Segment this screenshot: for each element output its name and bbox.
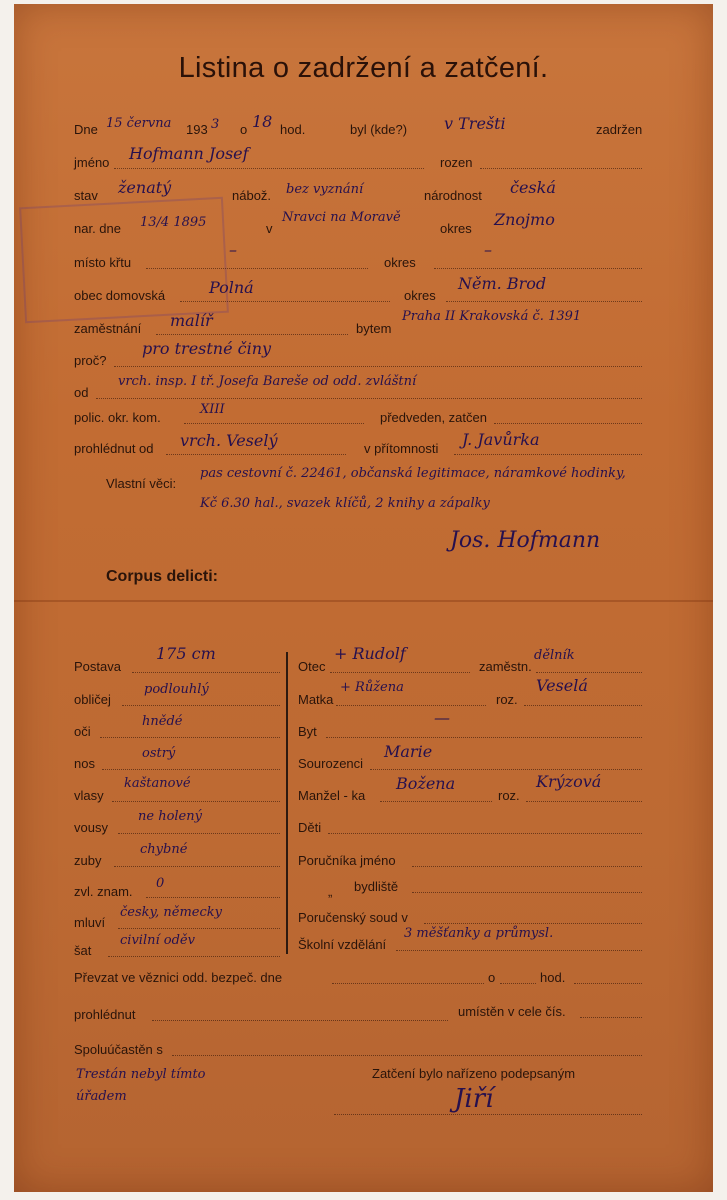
label-nar-okres: okres: [440, 221, 472, 236]
line-oblicej: [122, 705, 280, 706]
label-prohlednut-od: prohlédnut od: [74, 441, 154, 456]
hw-spoluucasten: Trestán nebyl tímto úřadem: [76, 1067, 206, 1104]
line-sourozenci: [370, 769, 642, 770]
line-porucensky: [424, 923, 642, 924]
label-hod: hod.: [280, 122, 306, 137]
line-oci: [100, 737, 280, 738]
label-porucnik: Poručníka jméno: [298, 853, 396, 868]
hw-year-digit: 3: [211, 117, 220, 132]
label-nos: nos: [74, 756, 95, 771]
label-obec: obec domovská: [74, 288, 166, 303]
hw-krtu-okres: –: [484, 240, 492, 259]
label-porucensky: Poručenský soud v: [298, 910, 408, 925]
hw-pritomnosti: J. Javůrka: [462, 430, 540, 449]
line-od: [96, 398, 642, 399]
label-umisten: umístěn v cele čís.: [458, 1004, 566, 1019]
hw-stav: ženatý: [118, 178, 172, 197]
label-prevzat-hod: hod.: [540, 970, 566, 985]
line-prevzat-hod: [574, 983, 642, 984]
label-obec-okres: okres: [404, 288, 436, 303]
hw-place: v Trešti: [444, 114, 506, 133]
line-predveden: [494, 423, 642, 424]
hw-name: Hofmann Josef: [129, 144, 249, 163]
label-oci: oči: [74, 724, 91, 739]
label-nar-dne: nar. dne: [74, 221, 121, 236]
hw-skolni: 3 měšťanky a průmysl.: [404, 926, 554, 941]
line-proc: [114, 366, 642, 367]
line-vousy: [118, 833, 280, 834]
fold-line: [14, 600, 713, 602]
hw-misto-krtu: –: [229, 240, 237, 259]
hw-oci: hnědé: [142, 714, 183, 729]
label-mluvi: mluví: [74, 915, 106, 930]
label-nar-v: v: [266, 221, 273, 236]
label-zuby: zuby: [74, 853, 102, 868]
hw-vlastni-veci-2: Kč 6.30 hal., svazek klíčů, 2 knihy a zápalky: [200, 496, 490, 511]
hw-bytem: Praha II Krakovská č. 1391: [402, 309, 582, 324]
label-zvl-znam: zvl. znam.: [74, 884, 133, 899]
hw-hour: 18: [252, 112, 273, 131]
label-byt: Byt: [298, 724, 317, 739]
label-manzel-roz: roz.: [498, 788, 520, 803]
label-jmeno: jméno: [74, 155, 110, 170]
label-oblicej: obličej: [74, 692, 111, 707]
column-divider: [286, 652, 288, 954]
label-pritomnosti: v přítomnosti: [364, 441, 439, 456]
line-nos: [102, 769, 280, 770]
label-bytem: bytem: [356, 321, 392, 336]
hw-postava: 175 cm: [156, 644, 216, 663]
line-jmeno: [114, 168, 424, 169]
label-od: od: [74, 385, 89, 400]
hw-narodnost: česká: [510, 178, 556, 197]
line-matka: [336, 705, 486, 706]
hw-vousy: ne holený: [138, 809, 202, 824]
label-o: o: [240, 122, 248, 137]
label-matka: Matka: [298, 692, 334, 707]
line-pritomnosti: [454, 454, 642, 455]
line-prohlednut: [152, 1020, 448, 1021]
label-misto-krtu: místo křtu: [74, 255, 132, 270]
label-vousy: vousy: [74, 820, 108, 835]
label-deti: Děti: [298, 820, 322, 835]
line-zamestnani: [156, 334, 348, 335]
hw-oblicej: podlouhlý: [144, 682, 209, 697]
label-zadrzen: zadržen: [596, 122, 643, 137]
label-vlasy: vlasy: [74, 788, 104, 803]
label-prohlednut: prohlédnut: [74, 1007, 136, 1022]
label-postava: Postava: [74, 659, 121, 674]
line-mluvi: [118, 928, 280, 929]
label-byl-kde: byl (kde?): [350, 122, 408, 137]
hw-zamestnani: malíř: [170, 311, 213, 330]
line-obec-okres: [446, 301, 642, 302]
hw-naboz: bez vyznání: [286, 182, 364, 197]
label-vlastni-veci: Vlastní věci:: [106, 476, 177, 491]
line-zamestn: [536, 672, 642, 673]
line-zuby: [114, 866, 280, 867]
hw-manzel-roz: Krýzová: [536, 772, 602, 791]
detainee-signature: Jos. Hofmann: [450, 528, 601, 553]
label-prevzat-o: o: [488, 970, 496, 985]
hw-nar-dne: 13/4 1895: [140, 215, 207, 230]
hw-manzel: Božena: [396, 774, 456, 793]
label-krtu-okres: okres: [384, 255, 416, 270]
line-spoluucasten: [172, 1055, 642, 1056]
label-otec: Otec: [298, 659, 326, 674]
hw-obec-okres: Něm. Brod: [458, 274, 547, 293]
line-deti: [328, 833, 642, 834]
label-zamestn: zaměstn.: [479, 659, 532, 674]
label-manzel: Manžel - ka: [298, 788, 366, 803]
line-polic: [184, 423, 364, 424]
hw-od: vrch. insp. I tř. Josefa Bareše od odd. zvláštní: [118, 374, 417, 389]
hw-matka-roz: Veselá: [536, 676, 588, 695]
label-prevzat: Převzat ve věznici odd. bezpeč. dne: [74, 970, 283, 985]
hw-vlasy: kaštanové: [124, 776, 191, 791]
officer-signature: Jiří: [454, 1084, 494, 1114]
line-zvl-znam: [146, 897, 280, 898]
label-zatceni: Zatčení bylo nařízeno podepsaným: [372, 1066, 576, 1081]
corpus-delicti-heading: Corpus delicti:: [106, 568, 219, 585]
hw-zuby: chybné: [140, 842, 188, 857]
hw-sat: civilní oděv: [120, 933, 195, 948]
hw-mluvi: česky, německy: [120, 905, 222, 920]
line-postava: [132, 672, 280, 673]
hw-vlastni-veci-1: pas cestovní č. 22461, občanská legitimace, náramkové hodinky,: [200, 466, 626, 481]
line-skolni: [396, 950, 642, 951]
document-title: Listina o zadržení a zatčení.: [178, 52, 549, 84]
line-porucnik: [412, 866, 642, 867]
hw-polic: XIII: [200, 402, 225, 417]
line-manzel: [380, 801, 492, 802]
label-narodnost: národnost: [424, 188, 482, 203]
label-stav: stav: [74, 188, 98, 203]
label-rozen: rozen: [440, 155, 473, 170]
label-dne: Dne: [74, 122, 98, 137]
label-naboz: nábož.: [232, 188, 272, 203]
label-sourozenci: Sourozenci: [298, 756, 364, 771]
hw-date: 15 června: [106, 116, 172, 131]
label-predveden: předveden, zatčen: [380, 410, 487, 425]
hw-otec-zamestn: dělník: [534, 648, 575, 663]
label-matka-roz: roz.: [496, 692, 518, 707]
hw-otec: + Rudolf: [334, 644, 406, 663]
label-year: 193: [186, 122, 208, 137]
line-umisten: [580, 1017, 642, 1018]
line-manzel-roz: [526, 801, 642, 802]
line-zatceni-signature: [334, 1114, 642, 1115]
line-prohlednut-od: [166, 454, 346, 455]
hw-obec: Polná: [209, 278, 254, 297]
label-spoluucasten: Spoluúčastěn s: [74, 1042, 163, 1057]
line-krtu-okres: [434, 268, 642, 269]
hw-sourozenci: Marie: [384, 742, 433, 761]
line-obec: [180, 301, 390, 302]
line-matka-roz: [524, 705, 642, 706]
hw-prohlednut-od: vrch. Veselý: [180, 431, 278, 450]
hw-byt: —: [434, 708, 450, 727]
hw-nar-okres: Znojmo: [494, 210, 555, 229]
label-bydliste: bydliště: [354, 879, 399, 894]
label-quote: „: [328, 884, 333, 899]
label-zamestnani: zaměstnání: [74, 321, 142, 336]
line-sat: [108, 956, 280, 957]
line-prevzat: [332, 983, 484, 984]
label-skolni: Školní vzdělání: [298, 937, 387, 952]
line-vlasy: [112, 801, 280, 802]
line-rozen: [480, 168, 642, 169]
label-proc: proč?: [74, 353, 107, 368]
label-polic: polic. okr. kom.: [74, 410, 161, 425]
hw-matka: + Růžena: [340, 680, 404, 695]
line-bydliste: [412, 892, 642, 893]
line-prevzat-o: [500, 983, 536, 984]
hw-zvl-znam: 0: [156, 876, 165, 891]
hw-nar-v: Nravci na Moravě: [282, 210, 401, 225]
label-sat: šat: [74, 943, 92, 958]
hw-nos: ostrý: [142, 746, 176, 761]
hw-proc: pro trestné činy: [142, 339, 272, 358]
document-sheet: [14, 4, 713, 1192]
line-misto-krtu: [146, 268, 368, 269]
line-byt: [326, 737, 642, 738]
line-otec: [330, 672, 470, 673]
